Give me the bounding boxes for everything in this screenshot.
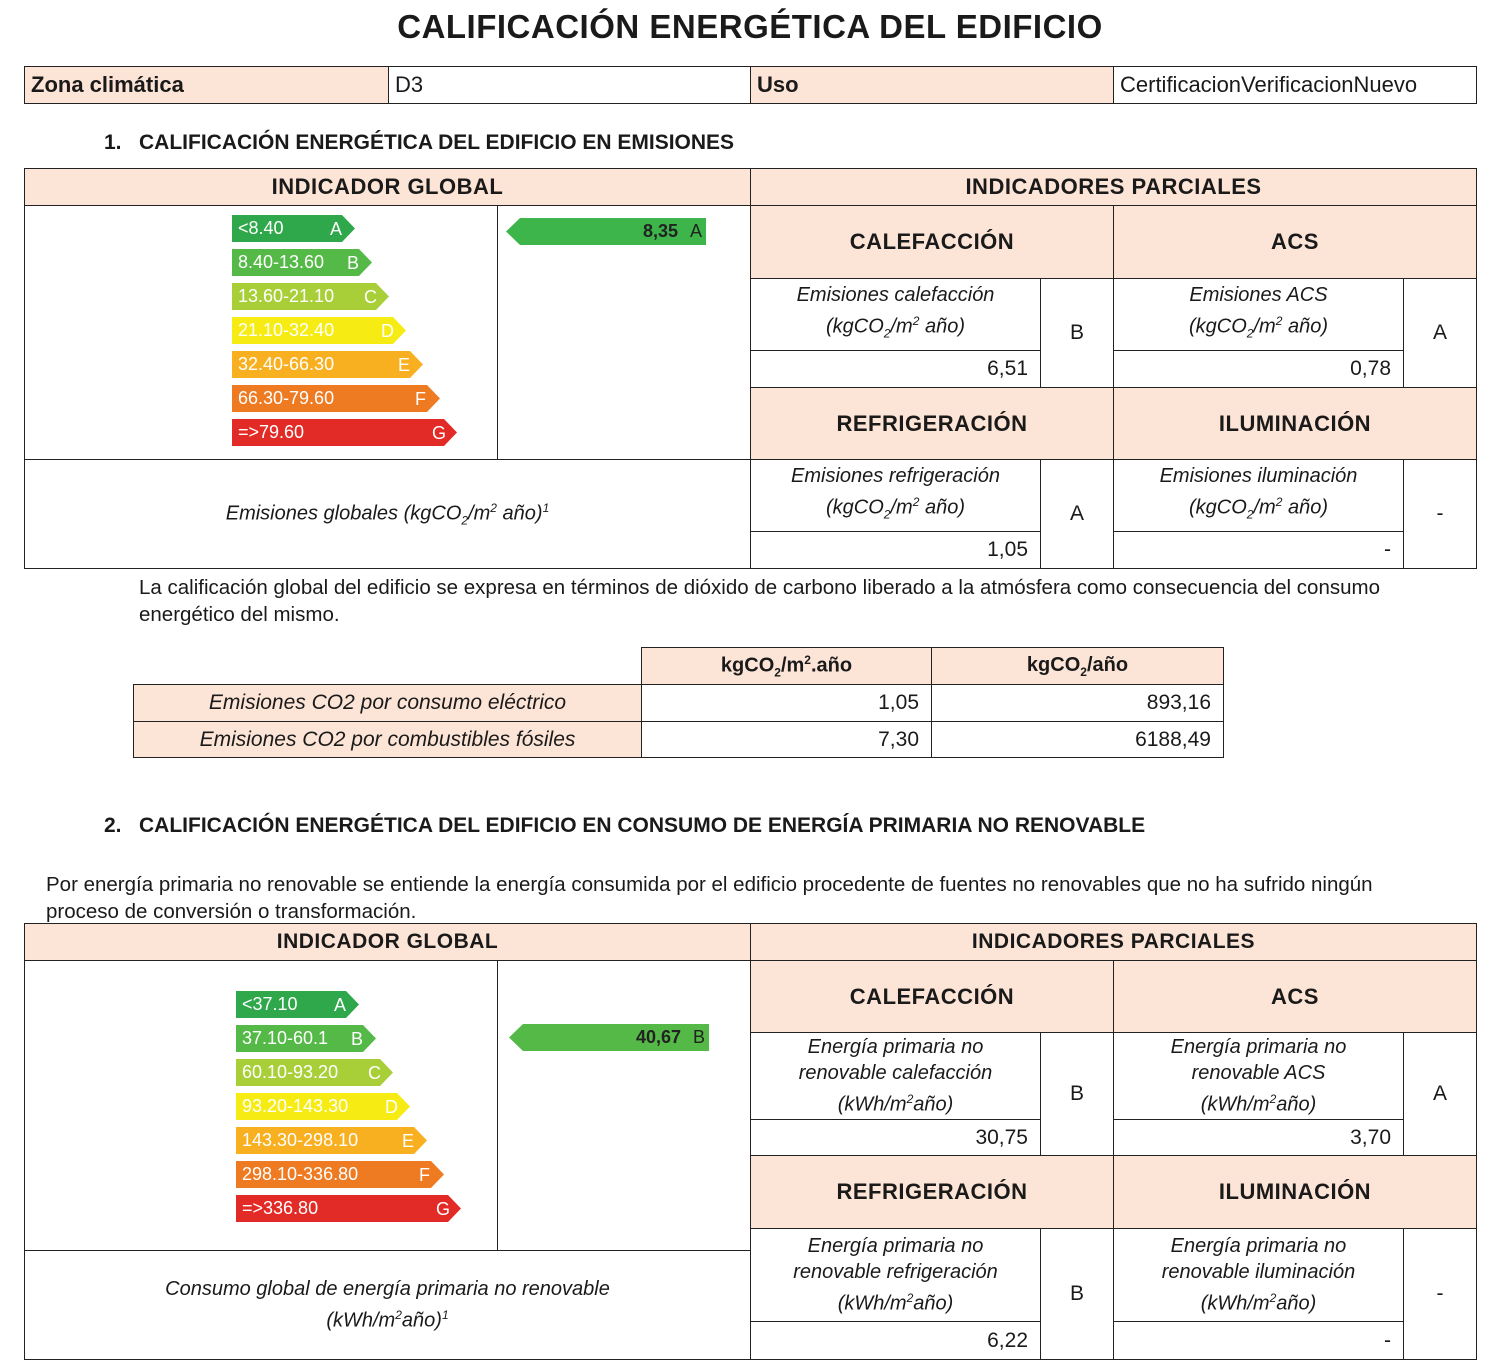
co2-row2-v2: 6188,49 [931, 721, 1224, 758]
s1-acs-grade: A [1403, 278, 1477, 388]
s1-calefaccion-title: CALEFACCIÓN [750, 205, 1114, 279]
s2-acs-title: ACS [1113, 960, 1477, 1033]
zona-label: Zona climática [24, 66, 389, 104]
s1-calefaccion-label: Emisiones calefacción ($kgCO_2/m^2$ año) [750, 278, 1041, 351]
co2-col1-header: $kgCO_2/m^2.año$ [641, 647, 932, 685]
s2-indicator-value: 40,67 [635, 1027, 681, 1047]
s2-scale-letter: G [436, 1199, 451, 1219]
s1-iluminacion-label: Emisiones iluminación ($kgCO_2/m^2$ año) [1113, 459, 1404, 532]
zona-value: D3 [388, 66, 751, 104]
s2-scale-letter: D [385, 1097, 398, 1117]
s2-scale-letter: E [402, 1131, 415, 1151]
s2-scale-range: 37.10-60.1 [242, 1028, 329, 1048]
s1-iluminacion-title: ILUMINACIÓN [1113, 387, 1477, 460]
s1-refrigeracion-label: Emisiones refrigeración ($kgCO_2/m^2$ año) [750, 459, 1041, 532]
page-title: CALIFICACIÓN ENERGÉTICA DEL EDIFICIO [397, 8, 1103, 45]
s2-global-label: Consumo global de energía primaria no renovable $(kWh/m^2año)^1$ [24, 1250, 751, 1360]
s2-calefaccion-title: CALEFACCIÓN [750, 960, 1114, 1033]
s2-calefaccion-grade: B [1040, 1032, 1114, 1156]
s1-scale-bar-a [232, 215, 356, 242]
s1-iluminacion-grade: - [1403, 459, 1477, 569]
s1-scale-bar-f [232, 385, 441, 412]
s2-iluminacion-grade: - [1403, 1228, 1477, 1360]
co2-row2-label: Emisiones CO2 por combustibles fósiles [133, 721, 642, 758]
info-row [24, 66, 1477, 104]
s1-scale-range: 13.60-21.10 [238, 286, 335, 306]
s2-scale-bar-g [236, 1195, 462, 1222]
s1-scale-range: =>79.60 [238, 422, 305, 442]
s2-scale-range: 298.10-336.80 [242, 1164, 359, 1184]
s2-iluminacion-title: ILUMINACIÓN [1113, 1155, 1477, 1229]
s1-rating-indicator [506, 218, 706, 245]
s2-calefaccion-label: Energía primaria no renovable calefacción $(kWh/m^2año)$ [750, 1032, 1041, 1120]
s1-scale-letter: F [415, 389, 426, 409]
uso-value: CertificacionVerificacionNuevo [1113, 66, 1477, 104]
s1-scale-letter: G [432, 423, 447, 443]
s2-refrigeracion-title: REFRIGERACIÓN [750, 1155, 1114, 1229]
s1-scale-range: 66.30-79.60 [238, 388, 335, 408]
s2-iluminacion-value: - [1113, 1321, 1404, 1360]
uso-label: Uso [750, 66, 1114, 104]
s1-indicator-value: 8,35 [642, 221, 678, 241]
s2-scale-range: 143.30-298.10 [242, 1130, 359, 1150]
s1-refrigeracion-value: 1,05 [750, 531, 1041, 569]
s1-indicator-letter: A [689, 221, 702, 241]
s1-scale-letter: A [330, 219, 343, 239]
s1-scale-bar-g [232, 419, 458, 446]
co2-row1-v2: 893,16 [931, 684, 1224, 722]
s1-scale-range: 32.40-66.30 [238, 354, 335, 374]
s2-scale-letter: B [351, 1029, 364, 1049]
s1-paragraph: La calificación global del edificio se expresa en términos de dióxido de carbono liberado a la atmósfera como consecuencia del consumo energético del mismo. [139, 576, 1380, 626]
s1-acs-title: ACS [1113, 205, 1477, 279]
s1-acs-label: Emisiones ACS ($kgCO_2/m^2$ año) [1113, 278, 1404, 351]
s2-paragraph: Por energía primaria no renovable se entiende la energía consumida por el edificio procedente de fuentes no renovables que no ha sufrido ningún proceso de conversión o transformación. [46, 873, 1373, 923]
s2-iluminacion-label: Energía primaria no renovable iluminación $(kWh/m^2año)$ [1113, 1228, 1404, 1322]
s1-acs-value: 0,78 [1113, 350, 1404, 388]
s2-refrigeracion-label: Energía primaria no renovable refrigeración $(kWh/m^2año)$ [750, 1228, 1041, 1322]
s1-scale-range: 8.40-13.60 [238, 252, 325, 272]
s2-scale-range: =>336.80 [242, 1198, 319, 1218]
co2-row2-v1: 7,30 [641, 721, 932, 758]
s1-energy-scale [232, 215, 472, 455]
s2-indicator-box [497, 960, 751, 1251]
s1-scale-range: <8.40 [238, 218, 284, 238]
s2-scale-bar-a [236, 991, 360, 1018]
s2-scale-range: 93.20-143.30 [242, 1096, 349, 1116]
s1-calefaccion-value: 6,51 [750, 350, 1041, 388]
s2-scale-bar-e [236, 1127, 428, 1154]
s2-scale-range: <37.10 [242, 994, 298, 1014]
s2-scale-bar-b [236, 1025, 377, 1052]
s2-scale-bar-f [236, 1161, 445, 1188]
s2-energy-scale [236, 991, 476, 1231]
co2-col2-header: kgCO$_2$/año [931, 647, 1224, 685]
s1-global-header: INDICADOR GLOBAL [24, 168, 751, 206]
s1-scale-letter: C [364, 287, 377, 307]
section1-heading: 1. CALIFICACIÓN ENERGÉTICA DEL EDIFICIO EN EMISIONES [104, 131, 735, 154]
s1-scale-range: 21.10-32.40 [238, 320, 335, 340]
s1-scale-bar-b [232, 249, 373, 276]
s2-acs-label: Energía primaria no renovable ACS $(kWh/m^2año)$ [1113, 1032, 1404, 1120]
s1-iluminacion-value: - [1113, 531, 1404, 569]
s2-scale-range: 60.10-93.20 [242, 1062, 339, 1082]
section2-heading: 2. CALIFICACIÓN ENERGÉTICA DEL EDIFICIO EN CONSUMO DE ENERGÍA PRIMARIA NO RENOVABLE [104, 814, 1146, 837]
s1-scale-bar-c [232, 283, 390, 310]
section2-table [24, 923, 1477, 1360]
s1-scale-bar-e [232, 351, 424, 378]
s1-scale-bar-d [232, 317, 407, 344]
s2-scale-bar-d [236, 1093, 411, 1120]
s2-scale-letter: A [334, 995, 347, 1015]
s2-scale-bar-c [236, 1059, 394, 1086]
s2-rating-indicator [509, 1024, 709, 1051]
s1-refrigeracion-title: REFRIGERACIÓN [750, 387, 1114, 460]
co2-row1-label: Emisiones CO2 por consumo eléctrico [133, 684, 642, 722]
s1-calefaccion-grade: B [1040, 278, 1114, 388]
s2-partial-header: INDICADORES PARCIALES [750, 923, 1477, 961]
s2-acs-value: 3,70 [1113, 1119, 1404, 1156]
s2-calefaccion-value: 30,75 [750, 1119, 1041, 1156]
co2-table [133, 647, 1224, 758]
s1-scale-letter: D [381, 321, 394, 341]
s2-indicator-letter: B [692, 1027, 705, 1047]
co2-row1-v1: 1,05 [641, 684, 932, 722]
s1-refrigeracion-grade: A [1040, 459, 1114, 569]
s2-refrigeracion-value: 6,22 [750, 1321, 1041, 1360]
s2-scale-letter: C [368, 1063, 381, 1083]
s1-partial-header: INDICADORES PARCIALES [750, 168, 1477, 206]
s2-global-header: INDICADOR GLOBAL [24, 923, 751, 961]
s2-acs-grade: A [1403, 1032, 1477, 1156]
s1-global-label: Emisiones globales ($kgCO_2/m^2$ año)$^1$ [24, 459, 751, 569]
s1-scale-letter: B [347, 253, 360, 273]
section1-table [24, 168, 1477, 569]
s2-refrigeracion-grade: B [1040, 1228, 1114, 1360]
s2-scale-letter: F [419, 1165, 430, 1185]
s1-scale-letter: E [398, 355, 411, 375]
